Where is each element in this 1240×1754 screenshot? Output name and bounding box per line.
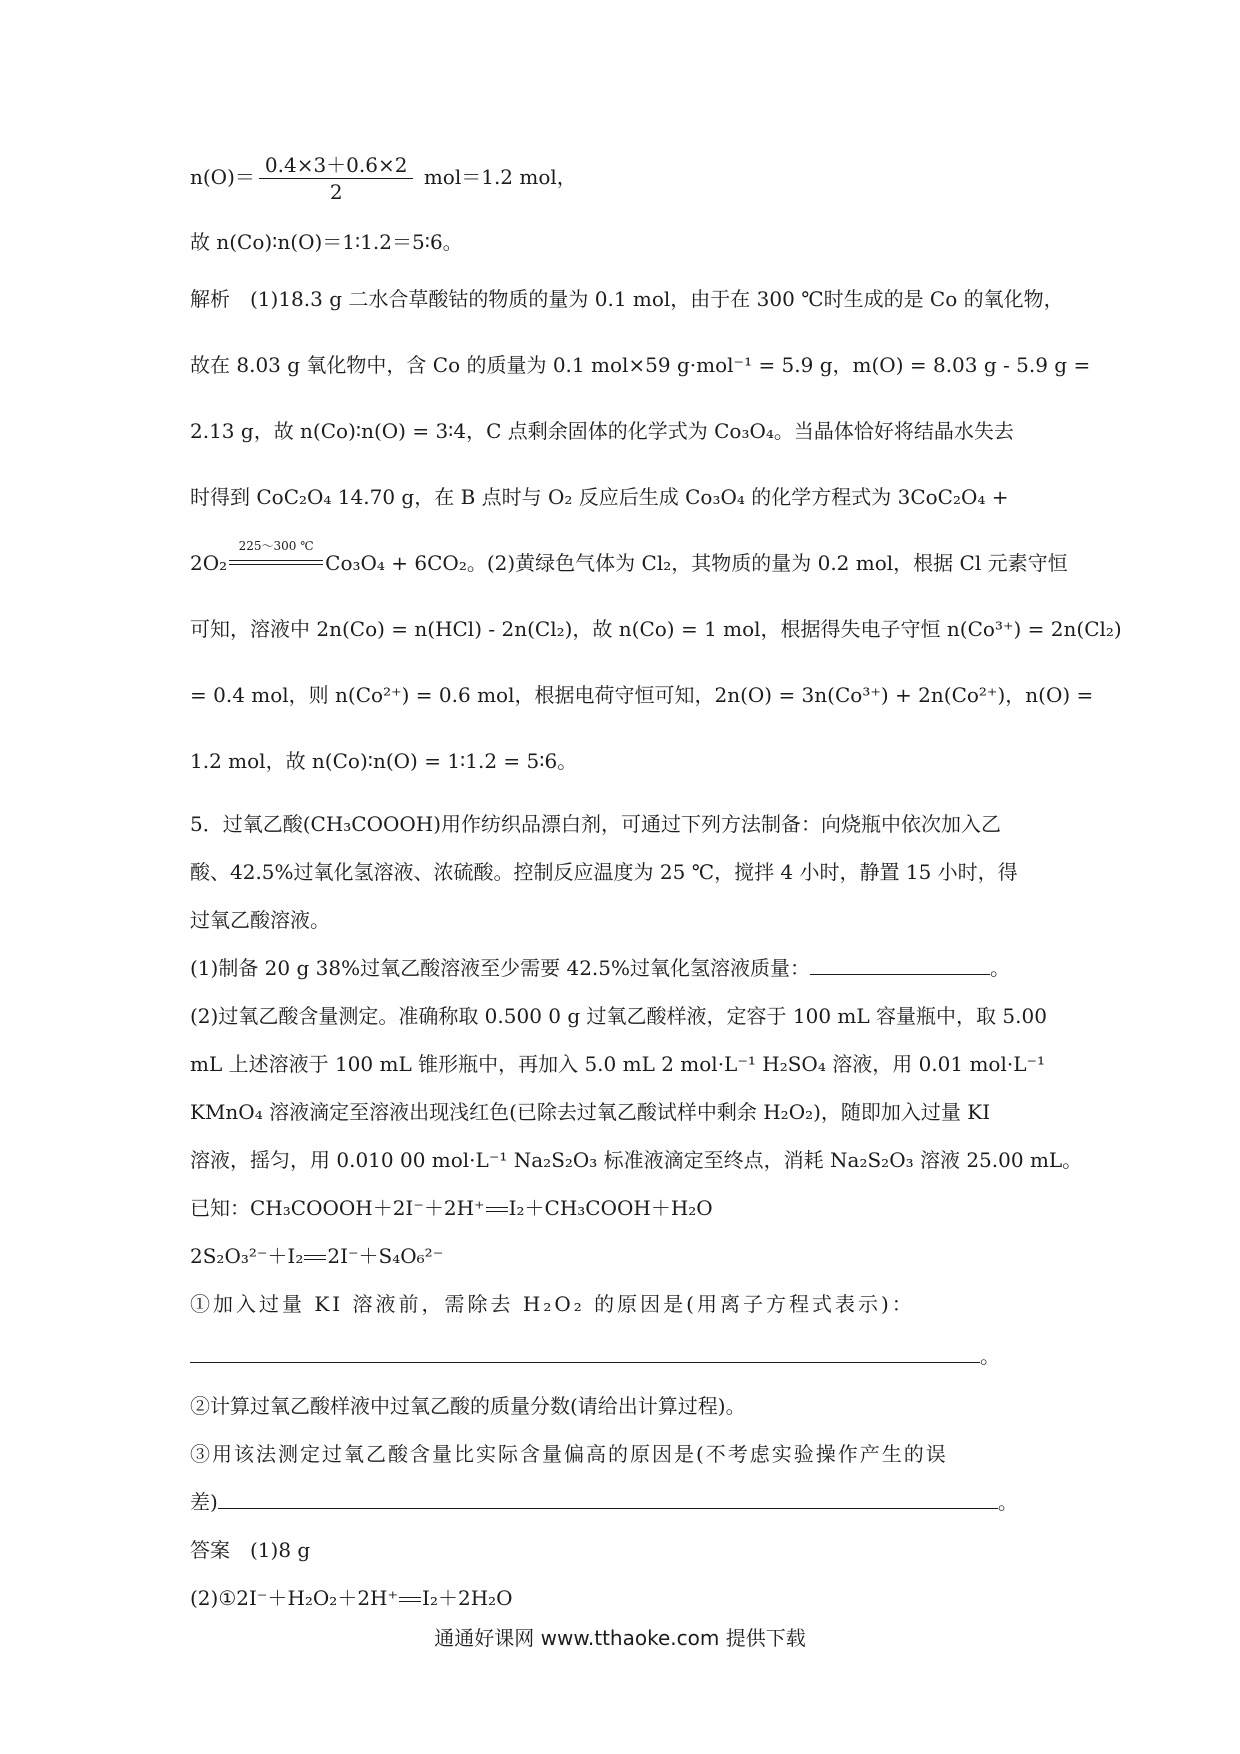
line-6: 时得到 CoC₂O₄ 14.70 g，在 B 点时与 O₂ 反应后生成 Co₃O₄ 的化学方程式为 3CoC₂O₄ +	[190, 485, 1009, 509]
sub-question-2-line-4: 溶液，摇匀，用 0.010 00 mol·L⁻¹ Na₂S₂O₃ 标准液滴定至终点，消耗 Na₂S₂O₃ 溶液 25.00 mL。	[190, 1148, 1083, 1172]
text: (2)①2I⁻＋H₂O₂＋2H⁺	[190, 1586, 399, 1610]
text: Co₃O₄ + 6CO₂。(2)黄绿色气体为 Cl₂，其物质的量为 0.2 mol，根据 Cl 元素守恒	[325, 551, 1068, 575]
page-footer: 通通好课网 www.tthaoke.com 提供下载	[434, 1626, 806, 1650]
line-3: 解析 (1)18.3 g 二水合草酸钴的物质的量为 0.1 mol，由于在 300 ℃时生成的是 Co 的氧化物，	[190, 287, 1064, 311]
answer-line-part-3	[190, 1486, 1070, 1518]
text: 。	[990, 956, 1010, 980]
reaction-condition-arrow	[227, 539, 325, 579]
line-7	[190, 539, 1070, 579]
sub-question-1	[190, 952, 1070, 984]
answer-line-part-1	[190, 1340, 1070, 1372]
known-equation-2	[190, 1240, 1070, 1272]
text: 已知：CH₃COOOH＋2I⁻＋2H⁺	[190, 1196, 485, 1220]
text: (1)制备 20 g 38%过氧乙酸溶液至少需要 42.5%过氧化氢溶液质量：	[190, 956, 810, 980]
text: I₂＋CH₃COOH＋H₂O	[508, 1196, 713, 1220]
text: n(O)＝	[190, 165, 255, 189]
equals-sign	[303, 1253, 327, 1263]
question-5-line-2: 酸、42.5%过氧化氢溶液、浓硫酸。控制反应温度为 25 ℃，搅拌 4 小时，静置 15 小时，得	[190, 860, 1018, 884]
equals-sign	[398, 1595, 422, 1605]
text: 。	[980, 1344, 1000, 1368]
text: 2I⁻＋S₄O₆²⁻	[327, 1244, 444, 1268]
answer-blank[interactable]	[810, 952, 990, 975]
text: 差)	[190, 1490, 218, 1514]
fraction-denominator: 2	[329, 180, 343, 204]
fraction-numerator: 0.4×3＋0.6×2	[259, 152, 414, 179]
answer-2	[190, 1582, 1070, 1614]
answer-blank[interactable]	[190, 1340, 980, 1363]
text: 2S₂O₃²⁻＋I₂	[190, 1244, 304, 1268]
text: 。	[997, 1490, 1018, 1514]
line-5: 2.13 g，故 n(Co)∶n(O) = 3∶4，C 点剩余固体的化学式为 Co₃O₄。当晶体恰好将结晶水失去	[190, 419, 1014, 443]
answer-blank[interactable]	[218, 1486, 998, 1509]
known-equation-1	[190, 1192, 1070, 1224]
line-4: 故在 8.03 g 氧化物中，含 Co 的质量为 0.1 mol×59 g·mol⁻¹ = 5.9 g，m(O) = 8.03 g - 5.9 g =	[190, 353, 1091, 377]
line-1	[190, 150, 1070, 205]
line-8: 可知，溶液中 2n(Co) = n(HCl) - 2n(Cl₂)，故 n(Co) = 1 mol，根据得失电子守恒 n(Co³⁺) = 2n(Cl₂)	[190, 617, 1122, 641]
sub-question-2-line-1: (2)过氧乙酸含量测定。准确称取 0.500 0 g 过氧乙酸样液，定容于 100 mL 容量瓶中，取 5.00	[190, 1004, 1047, 1028]
answer-1: 答案 (1)8 g	[190, 1538, 311, 1562]
fraction	[259, 152, 414, 205]
text: I₂＋2H₂O	[422, 1586, 513, 1610]
text: 2O₂	[190, 551, 228, 575]
equals-sign	[485, 1205, 509, 1215]
reaction-condition: 225～300 ℃	[238, 539, 314, 553]
sub-question-2-part-1: ①加入过量 KI 溶液前，需除去 H₂O₂ 的原因是(用离子方程式表示)：	[190, 1292, 915, 1316]
line-10: 1.2 mol，故 n(Co)∶n(O) = 1∶1.2 = 5∶6。	[190, 749, 578, 773]
sub-question-2-part-3: ③用该法测定过氧乙酸含量比实际含量偏高的原因是(不考虑实验操作产生的误	[190, 1442, 948, 1466]
question-5-line-3: 过氧乙酸溶液。	[190, 908, 330, 932]
question-5-line-1: 5．过氧乙酸(CH₃COOOH)用作纺织品漂白剂，可通过下列方法制备：向烧瓶中依次加入乙	[190, 812, 1002, 836]
sub-question-2-line-3: KMnO₄ 溶液滴定至溶液出现浅红色(已除去过氧乙酸试样中剩余 H₂O₂)，随即加入过量 KI	[190, 1100, 991, 1124]
sub-question-2-line-2: mL 上述溶液于 100 mL 锥形瓶中，再加入 5.0 mL 2 mol·L⁻¹ H₂SO₄ 溶液，用 0.01 mol·L⁻¹	[190, 1052, 1046, 1076]
line-2: 故 n(Co)∶n(O)＝1∶1.2＝5∶6。	[190, 230, 463, 254]
line-9: = 0.4 mol，则 n(Co²⁺) = 0.6 mol，根据电荷守恒可知，2n(O) = 3n(Co³⁺) + 2n(Co²⁺)，n(O) =	[190, 683, 1094, 707]
text: mol＝1.2 mol，	[417, 165, 577, 189]
sub-question-2-part-2: ②计算过氧乙酸样液中过氧乙酸的质量分数(请给出计算过程)。	[190, 1394, 746, 1418]
